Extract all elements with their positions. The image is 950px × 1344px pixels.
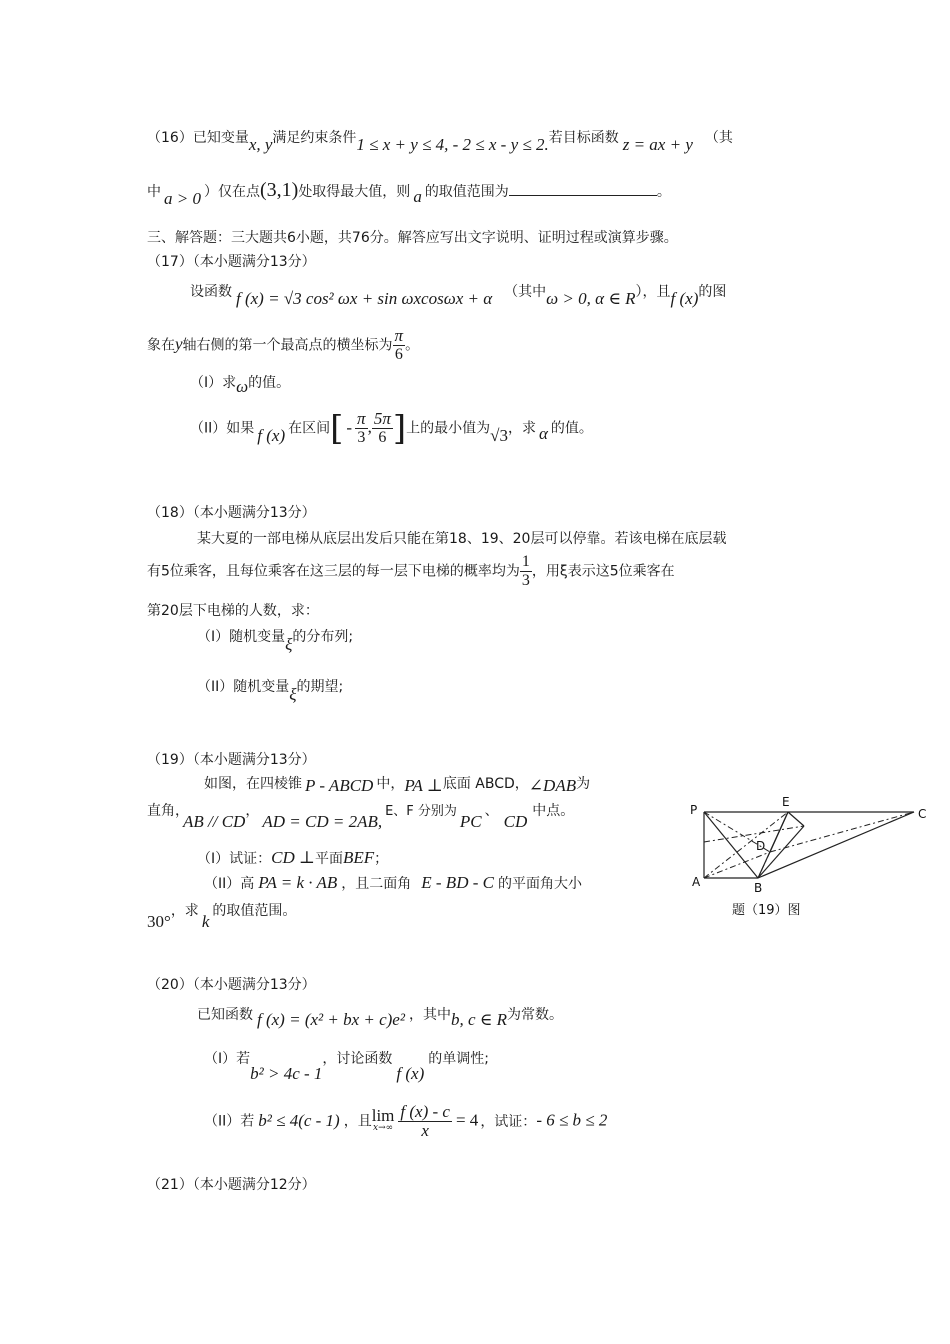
- five-pi-over-6: [372, 410, 393, 447]
- q16-period: 。: [656, 184, 671, 200]
- q20-p1-cond: b² > 4c - 1: [250, 1064, 323, 1083]
- q19-text3: 底面 ABCD，: [442, 776, 529, 792]
- q20-p1-fx: f (x): [396, 1064, 425, 1083]
- pa-perp: PA ⊥: [404, 776, 443, 795]
- q20-p2-cond: b² ≤ 4(c - 1): [258, 1110, 340, 1130]
- q19-comma: ，: [245, 803, 260, 819]
- q18-line3: 第20层下电梯的人数，求：: [147, 603, 319, 619]
- q20-part2: [204, 1103, 607, 1140]
- q19-text5: 直角，: [147, 803, 189, 819]
- label-c: C: [918, 807, 927, 821]
- edge-mid: [704, 826, 804, 842]
- q20-header: （20）（本小题满分13分）: [147, 977, 316, 993]
- q16-var-a: a: [413, 187, 422, 206]
- q20-p1-text2: ，讨论函数: [322, 1051, 393, 1067]
- q17-text1: 设函数: [190, 284, 232, 300]
- q19-text9: ，求: [170, 903, 199, 919]
- q17-p2-text3: 上的最小值为: [406, 420, 491, 437]
- q19-text4: 为: [576, 776, 591, 792]
- frac-den: 6: [394, 346, 403, 363]
- dihedral-angle: E - BD - C: [421, 873, 494, 892]
- frac-num: π: [357, 409, 366, 428]
- q19-text7: 、: [484, 803, 499, 819]
- edge-dc: [770, 812, 914, 852]
- q20-result: - 6 ≤ b ≤ 2: [536, 1110, 608, 1130]
- q17-part2: [190, 410, 593, 447]
- q21-header: （21）（本小题满分12分）: [147, 1177, 316, 1193]
- xi-symbol: ξ: [289, 685, 297, 704]
- label-a: A: [692, 875, 701, 889]
- q19-text6: E、F 分别为: [385, 804, 457, 819]
- q17-function: f (x) = √3 cos² ωx + sin ωxcosωx + α: [236, 289, 493, 308]
- q17-p2-text4: ，求: [507, 420, 536, 437]
- q18-text1: 有5位乘客，且每位乘客在这三层的每一层下电梯的概率均为: [147, 563, 520, 580]
- frac-num: 5π: [373, 409, 391, 428]
- q16-vars: x, y: [248, 135, 273, 154]
- q17-alpha: α: [538, 423, 548, 443]
- limit-value: = 4: [455, 1110, 479, 1130]
- left-bracket: [: [330, 408, 344, 449]
- frac-den: 3: [357, 429, 366, 446]
- ab-parallel-cd: AB // CD: [183, 812, 246, 831]
- q16-constraint: 1 ≤ x + y ≤ 4, - 2 ≤ x - y ≤ 2.: [356, 135, 549, 154]
- q17-fx2: f (x): [257, 425, 286, 445]
- q16-text3: （其: [704, 130, 733, 146]
- limit-fraction: [398, 1103, 452, 1140]
- q19-p1-text3: ；: [374, 851, 389, 867]
- pa-eq-k-ab: PA = k · AB: [258, 873, 338, 892]
- q19-p1-text2: 平面: [315, 851, 343, 867]
- pyramid: P - ABCD: [305, 776, 374, 795]
- edge-ed: [770, 812, 788, 852]
- lim-text: lim: [371, 1105, 395, 1125]
- label-p: P: [690, 803, 698, 817]
- q17-p1-text: （I）求: [190, 375, 237, 391]
- q16-line1: [147, 127, 733, 154]
- q17-p1-text2: 的值。: [248, 375, 291, 391]
- q18-p1-text2: 的分布列;: [292, 629, 354, 645]
- q19-p2-text3: 的平面角大小: [497, 876, 582, 892]
- q16-text4: 中: [147, 184, 161, 200]
- q20-text2: ，其中: [408, 1007, 451, 1023]
- q19-p2-text: （II）高: [204, 876, 255, 892]
- q17-text5: 象在: [147, 337, 175, 354]
- q17-y: y: [175, 334, 183, 354]
- q17-omega: ω: [236, 377, 249, 396]
- q19-p2-text2: ，且二面角: [341, 876, 412, 892]
- q20-p1-text3: 的单调性;: [428, 1051, 489, 1067]
- k-var: k: [201, 912, 210, 931]
- pi-over-6-fraction: [393, 327, 406, 364]
- cd: CD: [503, 812, 528, 831]
- q18-header: （18）（本小题满分13分）: [147, 505, 316, 521]
- frac-num: f (x) - c: [400, 1102, 450, 1121]
- q16-cond: a > 0: [164, 189, 201, 208]
- q20-part1: [204, 1048, 489, 1083]
- q18-line2: [147, 553, 675, 590]
- edge-ef: [788, 812, 804, 826]
- q19-text8: 中点。: [532, 803, 575, 819]
- q20-p2-text3: ，试证：: [480, 1113, 537, 1130]
- q20-p2-text2: ，且: [343, 1113, 372, 1130]
- edge-ae: [704, 812, 788, 878]
- one-third-fraction: [520, 553, 532, 590]
- q19-line1: [204, 773, 590, 794]
- label-d: D: [756, 839, 766, 853]
- q16-text6: 处取得最大值，则: [298, 184, 411, 200]
- q20-cond: b, c ∈ R: [450, 1010, 507, 1029]
- frac-den: 6: [378, 429, 387, 446]
- q17-cond: ω > 0, α ∈ R: [546, 289, 636, 308]
- q16-text7: 的取值范围为: [424, 184, 509, 200]
- frac-den: x: [421, 1121, 429, 1140]
- pyramid-figure: [686, 792, 936, 922]
- q17-text6: 轴右侧的第一个最高点的横坐标为: [182, 337, 393, 354]
- angle-dab: ∠DAB: [528, 776, 577, 795]
- thirty-degrees: 30°: [147, 912, 171, 931]
- lim-sub: x→∞: [373, 1122, 394, 1133]
- q19-part2: [204, 873, 582, 894]
- q16-line2: [147, 179, 671, 208]
- comma: ,: [367, 417, 372, 437]
- q18-text2: ，用ξ表示这5位乘客在: [531, 563, 675, 580]
- frac-den: 3: [521, 572, 530, 589]
- q20-text3: 为常数。: [506, 1007, 563, 1023]
- q18-p2-text: （II）随机变量: [197, 679, 290, 695]
- q17-line2: [147, 327, 419, 364]
- xi-symbol: ξ: [285, 635, 293, 654]
- q20-text1: 已知函数: [197, 1007, 253, 1023]
- q16-text: 满足约束条件: [272, 130, 357, 146]
- plane-bef: BEF: [343, 848, 375, 867]
- section3-heading: 三、解答题：三大题共6小题，共76分。解答应写出文字说明、证明过程或演算步骤。: [147, 230, 678, 246]
- q20-p1-text: （I）若: [204, 1051, 251, 1067]
- q17-text2: （其中: [504, 284, 547, 300]
- q19-text1: 如图，在四棱锥: [204, 776, 302, 792]
- cd-perp: CD ⊥: [271, 848, 315, 867]
- q16-text5: ）仅在点: [203, 184, 260, 200]
- q20-line1: [197, 1004, 563, 1029]
- limit-operator: [371, 1105, 395, 1134]
- sqrt3: √3: [490, 425, 508, 445]
- q17-line1: [190, 281, 727, 308]
- q17-period: 。: [405, 337, 420, 354]
- q16-text2: 若目标函数: [548, 130, 619, 146]
- q19-text2: 中，: [376, 776, 405, 792]
- q17-p2-text: （II）如果: [190, 420, 255, 437]
- q17-text3: ），且: [635, 284, 671, 300]
- q18-part1: [197, 626, 354, 654]
- q20-function: f (x) = (x² + bx + c)e²: [257, 1010, 405, 1029]
- q17-header: （17）（本小题满分13分）: [147, 254, 316, 270]
- pc: PC: [459, 812, 482, 831]
- label-e: E: [782, 795, 790, 809]
- q17-text4: 的图: [698, 284, 727, 300]
- q19-text10: 的取值范围。: [212, 903, 297, 919]
- q17-fx: f (x): [670, 289, 699, 308]
- pi-over-3: [355, 410, 368, 447]
- q20-p2-text: （II）若: [204, 1113, 255, 1130]
- figure-caption: 题（19）图: [732, 903, 801, 918]
- edge-pb: [704, 812, 758, 878]
- frac-num: π: [394, 326, 404, 345]
- q18-p1-text: （I）随机变量: [197, 629, 286, 645]
- ad-eq: AD = CD = 2AB,: [262, 812, 383, 831]
- answer-blank: [509, 181, 657, 196]
- q18-part2: [197, 676, 344, 704]
- frac-num: 1: [521, 553, 530, 570]
- q18-p2-text2: 的期望;: [296, 679, 344, 695]
- label-b: B: [754, 881, 763, 895]
- q19-part1: [197, 848, 388, 869]
- q16-objective: z = ax + y: [622, 135, 693, 154]
- q16-point: (3,1): [259, 179, 299, 201]
- q17-p2-text2: 在区间: [288, 420, 331, 437]
- q19-header: （19）（本小题满分13分）: [147, 752, 316, 768]
- q17-part1: [190, 372, 291, 396]
- q19-p1-text: （I）试证：: [197, 851, 272, 867]
- right-bracket: ]: [392, 408, 407, 449]
- edge-bc: [758, 812, 914, 878]
- q18-line1: 某大夏的一部电梯从底层出发后只能在第18、19、20层可以停靠。若该电梯在底层载: [197, 531, 727, 547]
- q19-line2: [147, 800, 575, 831]
- neg-sign: -: [346, 417, 353, 437]
- q16-label: （16）已知变量: [147, 130, 249, 146]
- q19-line5: [147, 900, 297, 931]
- q17-p2-text5: 的值。: [550, 420, 593, 437]
